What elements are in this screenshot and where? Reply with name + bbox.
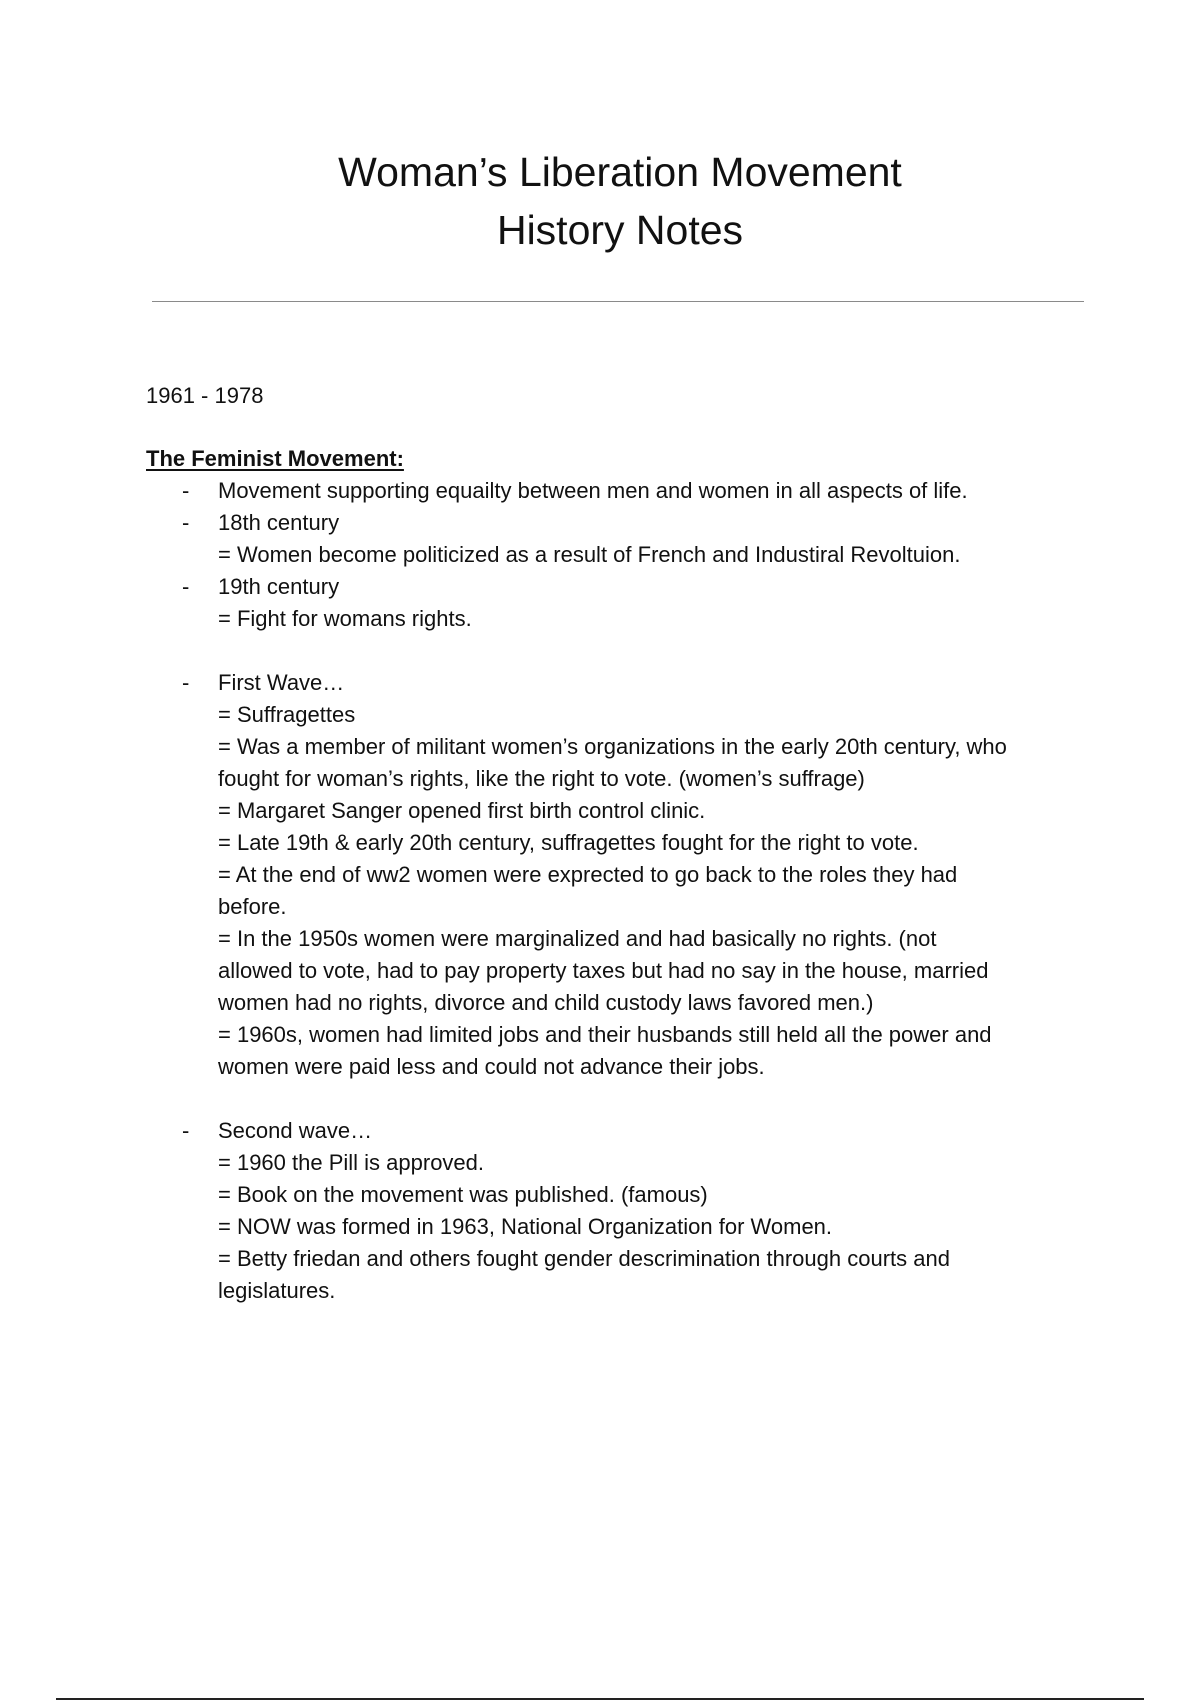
sub-line: women were paid less and could not advance their jobs. bbox=[218, 1054, 765, 1079]
feminist-movement-section bbox=[146, 443, 1146, 1307]
sub-line: = Book on the movement was published. (famous) bbox=[218, 1182, 708, 1207]
section-heading: The Feminist Movement: bbox=[146, 446, 404, 471]
bullet-list bbox=[146, 475, 1146, 1307]
document-title bbox=[0, 143, 1200, 259]
sub-line: allowed to vote, had to pay property taxes but had no say in the house, married bbox=[218, 958, 989, 983]
title-line-2: History Notes bbox=[496, 207, 744, 253]
sub-line: = 1960s, women had limited jobs and their husbands still held all the power and bbox=[218, 1022, 992, 1047]
date-range: 1961 - 1978 bbox=[146, 383, 264, 408]
sub-line: = Late 19th & early 20th century, suffragettes fought for the right to vote. bbox=[218, 830, 919, 855]
bullet-text: Movement supporting equailty between men and women in all aspects of life. bbox=[218, 478, 968, 503]
sub-line: women had no rights, divorce and child custody laws favored men.) bbox=[218, 990, 874, 1015]
sub-line: legislatures. bbox=[218, 1278, 336, 1303]
sub-line: = 1960 the Pill is approved. bbox=[218, 1150, 485, 1175]
title-divider bbox=[152, 301, 1084, 302]
bullet-text: Second wave… bbox=[218, 1118, 373, 1143]
sub-line: = Margaret Sanger opened first birth control clinic. bbox=[218, 798, 706, 823]
list-item bbox=[146, 507, 1146, 571]
sub-line: = Suffragettes bbox=[218, 702, 356, 727]
sub-line: = Fight for womans rights. bbox=[218, 606, 472, 631]
sub-line: = Was a member of militant women’s organizations in the early 20th century, who bbox=[218, 734, 1007, 759]
dash-bullet-icon: - bbox=[182, 510, 190, 535]
dash-bullet-icon: - bbox=[182, 1118, 190, 1143]
dash-bullet-icon: - bbox=[182, 670, 190, 695]
bullet-text: 18th century bbox=[218, 510, 340, 535]
list-item bbox=[146, 475, 1146, 507]
sub-line: = NOW was formed in 1963, National Organization for Women. bbox=[218, 1214, 833, 1239]
list-item bbox=[146, 667, 1146, 1083]
list-item bbox=[146, 1115, 1146, 1307]
sub-line: before. bbox=[218, 894, 287, 919]
list-item bbox=[146, 571, 1146, 635]
sub-line: = In the 1950s women were marginalized and had basically no rights. (not bbox=[218, 926, 937, 951]
bullet-text: 19th century bbox=[218, 574, 340, 599]
dash-bullet-icon: - bbox=[182, 478, 190, 503]
sub-line: = Betty friedan and others fought gender descrimination through courts and bbox=[218, 1246, 950, 1271]
dash-bullet-icon: - bbox=[182, 574, 190, 599]
sub-line: = Women become politicized as a result of French and Industiral Revoltuion. bbox=[218, 542, 961, 567]
sub-line: fought for woman’s rights, like the right to vote. (women’s suffrage) bbox=[218, 766, 865, 791]
sub-line: = At the end of ww2 women were exprected to go back to the roles they had bbox=[218, 862, 958, 887]
bullet-text: First Wave… bbox=[218, 670, 345, 695]
title-line-1: Woman’s Liberation Movement bbox=[338, 149, 902, 195]
